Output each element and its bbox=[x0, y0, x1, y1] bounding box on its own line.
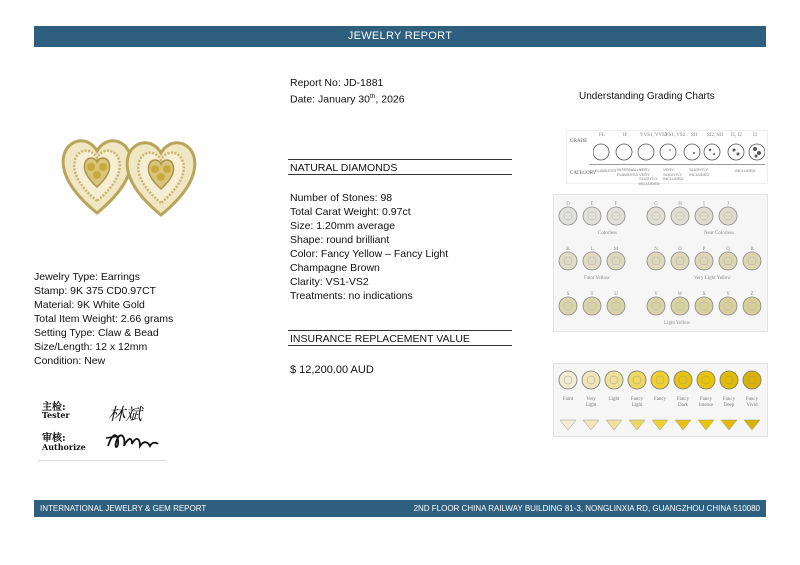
diamond-carat-weight: Total Carat Weight: 0.97ct bbox=[290, 206, 411, 218]
color-grade-diamond bbox=[695, 207, 713, 225]
color-grade-letter: P bbox=[702, 247, 706, 252]
color-grade-diamond bbox=[743, 297, 761, 315]
color-grade-diamond bbox=[671, 252, 689, 270]
color-scale-diamonds bbox=[554, 195, 767, 331]
earrings-photo bbox=[52, 125, 202, 220]
color-grade-letter: F bbox=[614, 202, 618, 207]
fancy-grade-diamond bbox=[582, 371, 600, 389]
color-grade-letter: W bbox=[677, 292, 683, 297]
item-size: Size/Length: 12 x 12mm bbox=[34, 341, 148, 353]
fancy-grade-label: Fancy bbox=[653, 397, 667, 402]
fancy-grade-diamond bbox=[651, 371, 669, 389]
color-grade-letter: Q bbox=[726, 247, 730, 252]
item-jewelry-type: Jewelry Type: Earrings bbox=[34, 271, 141, 283]
fancy-grade-side-view bbox=[675, 420, 691, 430]
clarity-grade-si2: SI2, SI3 bbox=[707, 133, 724, 138]
left-earring-heart bbox=[63, 141, 131, 213]
item-stamp: Stamp: 9K 375 CD0.97CT bbox=[34, 285, 156, 297]
color-grade-diamond bbox=[647, 252, 665, 270]
fancy-grade-label: Fancy bbox=[676, 397, 690, 402]
diamond-clarity: Clarity: VS1-VS2 bbox=[290, 276, 369, 288]
fancy-grade-diamond bbox=[720, 371, 738, 389]
color-group-label: Faint Yellow bbox=[584, 276, 610, 281]
color-grade-diamond bbox=[583, 207, 601, 225]
fancy-grade-label: Dark bbox=[678, 403, 688, 408]
clarity-grade-i3: I3 bbox=[753, 133, 758, 138]
fancy-grade-label: Fancy bbox=[745, 397, 759, 402]
color-grade-diamond bbox=[583, 252, 601, 270]
color-grade-letter: K bbox=[566, 247, 570, 252]
report-date: Date: January 30th, 2026 bbox=[290, 93, 405, 106]
grading-charts-title: Understanding Grading Charts bbox=[579, 91, 715, 102]
fancy-grade-side-view bbox=[721, 420, 737, 430]
color-grade-letter: I bbox=[703, 202, 705, 207]
color-grade-diamond bbox=[671, 297, 689, 315]
color-grade-letter: D bbox=[566, 202, 570, 207]
color-grade-letter: Y bbox=[726, 292, 730, 297]
color-grade-diamond bbox=[743, 252, 761, 270]
footer-organization: INTERNATIONAL JEWELRY & GEM REPORT bbox=[40, 504, 207, 513]
clarity-chart bbox=[566, 130, 768, 184]
fancy-grade-label: Faint bbox=[562, 397, 574, 402]
color-grade-diamond bbox=[719, 207, 737, 225]
fancy-grade-label: Fancy bbox=[722, 397, 736, 402]
color-grade-letter: R bbox=[750, 247, 754, 252]
fancy-grade-side-view bbox=[606, 420, 622, 430]
right-earring-heart bbox=[127, 143, 195, 215]
diamond-color: Color: Fancy Yellow – Fancy Light bbox=[290, 248, 449, 260]
fancy-grade-diamond bbox=[628, 371, 646, 389]
fancy-grade-side-view bbox=[583, 420, 599, 430]
color-grade-letter: N bbox=[654, 247, 658, 252]
fancy-grade-diamond bbox=[605, 371, 623, 389]
color-grade-letter: L bbox=[590, 247, 594, 252]
color-grade-diamond bbox=[647, 207, 665, 225]
clarity-grade-row-label: GRADE bbox=[570, 139, 588, 144]
report-header-bar bbox=[34, 26, 766, 47]
natural-diamonds-heading: NATURAL DIAMONDS bbox=[288, 159, 512, 175]
color-grade-diamond bbox=[559, 252, 577, 270]
color-grade-letter: M bbox=[613, 247, 619, 252]
tester-signature: 林斌 bbox=[108, 405, 142, 425]
color-grade-letter: S bbox=[566, 292, 570, 297]
fancy-grade-label: Intense bbox=[698, 403, 714, 408]
fancy-grade-diamond bbox=[743, 371, 761, 389]
fancy-grade-label: Light bbox=[631, 403, 643, 408]
color-group-label: Near Colorless bbox=[704, 231, 734, 236]
fancy-grade-side-view bbox=[560, 420, 576, 430]
color-grade-letter: E bbox=[590, 202, 594, 207]
color-group-label: Light Yellow bbox=[664, 321, 691, 326]
clarity-cat-si: SLIGHTLY INCLUDED bbox=[689, 167, 710, 177]
clarity-cat-flawless: FLAWLESS bbox=[595, 168, 617, 173]
clarity-grade-fl: FL bbox=[599, 133, 605, 138]
diamond-color-cont: Champagne Brown bbox=[290, 262, 380, 274]
authorize-signature bbox=[104, 428, 160, 454]
fancy-color-chart bbox=[553, 363, 768, 437]
color-grade-letter: O bbox=[678, 247, 682, 252]
color-grade-diamond bbox=[559, 207, 577, 225]
color-grade-letter: U bbox=[614, 292, 618, 297]
fancy-grade-label: Fancy bbox=[630, 397, 644, 402]
insurance-value: $ 12,200.00 AUD bbox=[290, 364, 374, 376]
fancy-grade-label: Very bbox=[586, 397, 596, 402]
fancy-grade-side-view bbox=[652, 420, 668, 430]
color-grade-diamond bbox=[695, 297, 713, 315]
fancy-grade-side-view bbox=[744, 420, 760, 430]
clarity-grade-if: IF bbox=[623, 133, 628, 138]
footer-address: 2ND FLOOR CHINA RAILWAY BUILDING 81-3, NONGLINXIA RD, GUANGZHOU CHINA 510080 bbox=[413, 504, 760, 513]
color-grade-diamond bbox=[671, 207, 689, 225]
fancy-grade-label: Fancy bbox=[699, 397, 713, 402]
report-title: JEWELRY REPORT bbox=[347, 30, 453, 42]
color-grade-diamond bbox=[559, 297, 577, 315]
report-footer-bar bbox=[34, 500, 766, 517]
item-material: Material: 9K White Gold bbox=[34, 299, 145, 311]
color-grade-diamond bbox=[695, 252, 713, 270]
fancy-grade-label: Light bbox=[585, 403, 597, 408]
color-grade-diamond bbox=[607, 252, 625, 270]
diamond-stone-count: Number of Stones: 98 bbox=[290, 192, 393, 204]
insurance-heading: INSURANCE REPLACEMENT VALUE bbox=[288, 330, 512, 346]
color-grade-diamond bbox=[719, 252, 737, 270]
item-weight: Total Item Weight: 2.66 grams bbox=[34, 313, 174, 325]
item-condition: Condition: New bbox=[34, 355, 106, 367]
color-grade-diamond bbox=[647, 297, 665, 315]
authorize-label-en: Authorize bbox=[42, 442, 86, 452]
clarity-grade-vvs: VVS1, VVS2 bbox=[640, 133, 668, 138]
fancy-grade-diamond bbox=[697, 371, 715, 389]
clarity-cat-if: INTERNALLY FLAWLESS bbox=[617, 167, 642, 177]
fancy-grade-diamond bbox=[559, 371, 577, 389]
color-grade-letter: V bbox=[654, 292, 658, 297]
item-setting-type: Setting Type: Claw & Bead bbox=[34, 327, 159, 339]
diamond-shape: Shape: round brilliant bbox=[290, 234, 390, 246]
diamond-size: Size: 1.20mm average bbox=[290, 220, 396, 232]
color-grade-letter: T bbox=[590, 292, 594, 297]
signature-block bbox=[38, 396, 166, 461]
color-grade-letter: J bbox=[727, 202, 729, 207]
clarity-grade-si1: SI1 bbox=[691, 133, 698, 138]
color-grade-letter: Z bbox=[750, 292, 754, 297]
diamond-treatments: Treatments: no indications bbox=[290, 290, 413, 302]
clarity-category-row-label: CATEGORY bbox=[570, 171, 597, 176]
color-grade-letter: H bbox=[678, 202, 682, 207]
report-number: Report No: JD-1881 bbox=[290, 77, 384, 89]
fancy-grade-label: Vivid bbox=[746, 403, 758, 408]
fancy-grade-label: Deep bbox=[723, 403, 735, 408]
color-grade-letter: G bbox=[654, 202, 658, 207]
color-grade-diamond bbox=[583, 297, 601, 315]
color-scale-chart bbox=[553, 194, 768, 332]
clarity-cat-vs: VERY SLIGHTLY INCLUDED bbox=[663, 167, 684, 181]
fancy-color-diamonds bbox=[554, 364, 767, 436]
clarity-diamond-icons bbox=[593, 141, 765, 163]
clarity-grade-i1: I1, I2 bbox=[731, 133, 742, 138]
clarity-cat-vvs: VERY VERY SLIGHTLY INCLUDED bbox=[639, 167, 660, 186]
color-grade-diamond bbox=[607, 297, 625, 315]
fancy-grade-label: Light bbox=[608, 397, 620, 402]
clarity-grade-vs: VS1, VS2 bbox=[665, 133, 686, 138]
tester-label-en: Tester bbox=[42, 410, 70, 420]
color-grade-diamond bbox=[607, 207, 625, 225]
tester-label-cn: 主检: bbox=[42, 402, 66, 413]
fancy-grade-diamond bbox=[674, 371, 692, 389]
color-grade-letter: X bbox=[702, 292, 706, 297]
clarity-cat-included: INCLUDED bbox=[735, 168, 756, 173]
authorize-label-cn: 审核: bbox=[42, 433, 66, 444]
color-group-label: Colorless bbox=[598, 231, 617, 236]
color-group-label: Very Light Yellow bbox=[694, 276, 731, 281]
fancy-grade-side-view bbox=[629, 420, 645, 430]
fancy-grade-side-view bbox=[698, 420, 714, 430]
color-grade-diamond bbox=[719, 297, 737, 315]
